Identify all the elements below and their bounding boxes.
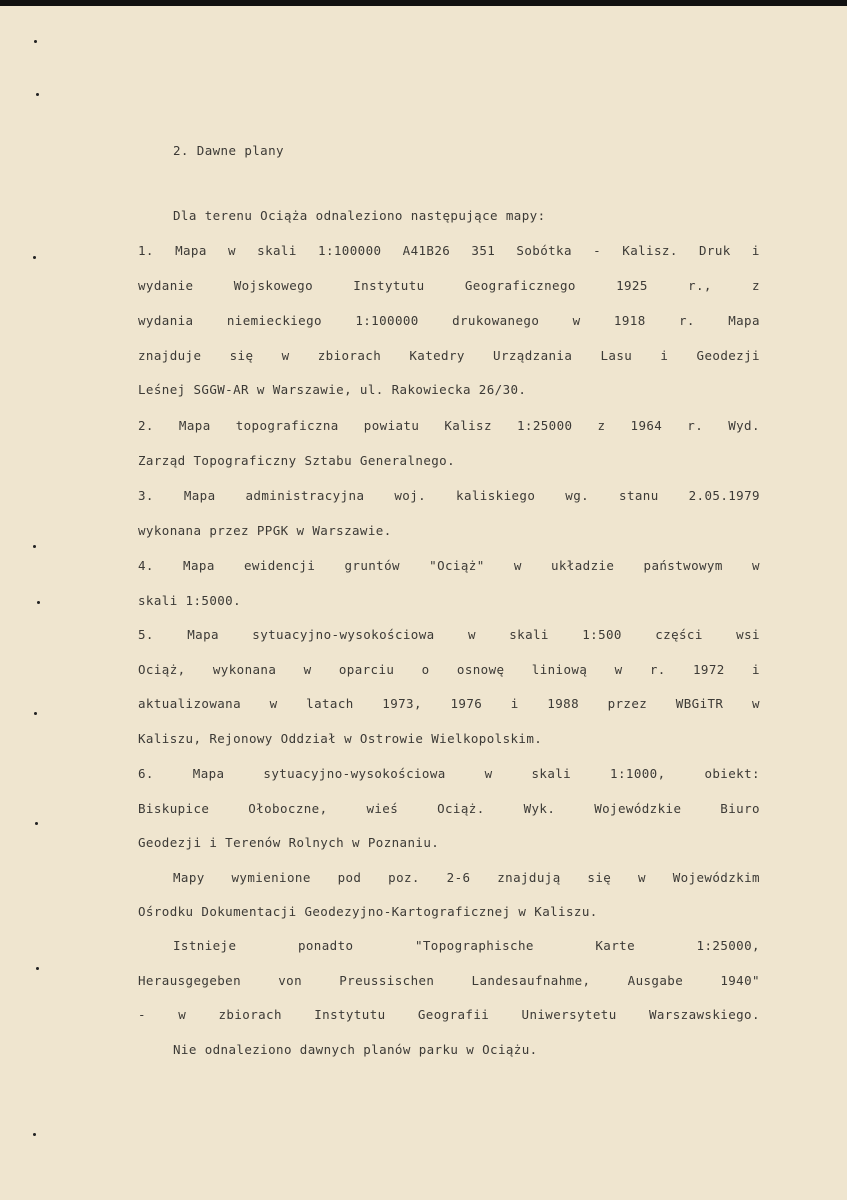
scan-speck <box>36 93 39 96</box>
word: wykonana <box>212 662 277 677</box>
word: r. <box>649 662 666 677</box>
word: Mapa <box>183 558 215 573</box>
scan-speck <box>37 601 40 604</box>
word: państwowym <box>643 558 723 573</box>
word: 1925 <box>616 278 648 293</box>
word: Landesaufnahme, <box>471 973 591 988</box>
word: 2.05.1979 <box>688 488 760 503</box>
word: Ociąż, <box>138 662 186 677</box>
word: Wojewódzkie <box>594 801 682 816</box>
item4-line1 <box>138 558 760 574</box>
scan-speck <box>34 40 37 43</box>
word: Druk <box>698 243 731 258</box>
item5-line3 <box>138 696 760 712</box>
word: aktualizowana <box>138 696 242 711</box>
word: Herausgegeben <box>138 973 242 988</box>
word: Kalisz <box>444 418 492 433</box>
word: niemieckiego <box>226 313 322 328</box>
para2-line2 <box>138 973 760 989</box>
item6-line3: Geodezji i Terenów Rolnych w Poznaniu. <box>138 835 440 850</box>
word: liniową <box>531 662 588 677</box>
word: znajduje <box>138 348 202 363</box>
word: znajdują <box>497 870 561 885</box>
word: 1964 <box>630 418 663 433</box>
item1-line2 <box>138 278 760 294</box>
word: wydanie <box>138 278 194 293</box>
word: 5. <box>138 627 154 642</box>
scan-top-edge <box>0 0 847 6</box>
word: topograficzna <box>235 418 339 433</box>
scan-speck <box>34 712 37 715</box>
word: stanu <box>619 488 659 503</box>
section-heading: 2. Dawne plany <box>173 143 284 158</box>
word: Uniwersytetu <box>521 1007 617 1022</box>
word: "Ociąż" <box>429 558 485 573</box>
word: z <box>752 278 760 293</box>
word: osnowę <box>456 662 505 677</box>
para1-line2: Ośrodku Dokumentacji Geodezyjno-Kartograficznej w Kaliszu. <box>138 904 598 919</box>
word: wg. <box>565 488 590 503</box>
word: oparciu <box>338 662 395 677</box>
word: 1:500 <box>582 627 622 642</box>
word: woj. <box>394 488 427 503</box>
word: - <box>138 1007 146 1022</box>
word: Wojskowego <box>233 278 313 293</box>
word: Biuro <box>720 801 760 816</box>
word: się <box>229 348 254 363</box>
word: pod <box>337 870 362 885</box>
item2-line2: Zarząd Topograficzny Sztabu Generalnego. <box>138 453 456 468</box>
word: Mapy <box>173 870 205 885</box>
word: wsi <box>736 627 760 642</box>
word: ewidencji <box>243 558 316 573</box>
word: latach <box>306 696 354 711</box>
word: Istnieje <box>173 938 237 953</box>
word: 1988 <box>547 696 579 711</box>
word: ponadto <box>297 938 354 953</box>
word: się <box>587 870 612 885</box>
word: - <box>593 243 602 258</box>
word: Geograficznego <box>464 278 576 293</box>
word: w <box>467 627 476 642</box>
word: układzie <box>550 558 615 573</box>
word: Geografii <box>417 1007 490 1022</box>
word: wymienione <box>231 870 311 885</box>
word: Wyk. <box>523 801 556 816</box>
word: w <box>281 348 290 363</box>
word: w <box>228 243 236 258</box>
word: obiekt: <box>704 766 760 781</box>
word: sytuacyjno-wysokościowa <box>263 766 446 781</box>
word: w <box>484 766 493 781</box>
word: Ołoboczne, <box>248 801 328 816</box>
word: w <box>303 662 312 677</box>
word: 1940" <box>720 973 760 988</box>
word: von <box>278 973 303 988</box>
word: 1973, <box>382 696 422 711</box>
intro-line: Dla terenu Ociąża odnaleziono następujące mapy: <box>173 208 546 223</box>
scan-speck <box>36 967 39 970</box>
word: Instytutu <box>353 278 425 293</box>
word: Mapa <box>728 313 760 328</box>
word: 1972 <box>692 662 725 677</box>
word: Urządzania <box>493 348 573 363</box>
item2-line1 <box>138 418 760 434</box>
word: gruntów <box>344 558 400 573</box>
word: w <box>751 696 760 711</box>
word: drukowanego <box>452 313 540 328</box>
word: części <box>655 627 703 642</box>
word: 2-6 <box>446 870 471 885</box>
word: Ausgabe <box>627 973 684 988</box>
word: z <box>597 418 606 433</box>
word: 6. <box>138 766 154 781</box>
item1-line4 <box>138 348 760 364</box>
scan-speck <box>33 1133 36 1136</box>
word: w <box>269 696 278 711</box>
word: 1. <box>138 243 154 258</box>
item1-line1 <box>138 243 760 259</box>
word: 1:25000 <box>516 418 573 433</box>
word: A41B26 <box>402 243 451 258</box>
item6-line1 <box>138 766 760 782</box>
word: w <box>178 1007 187 1022</box>
word: 2. <box>138 418 154 433</box>
word: zbiorach <box>218 1007 282 1022</box>
word: Geodezji <box>696 348 760 363</box>
word: w <box>614 662 623 677</box>
word: powiatu <box>363 418 420 433</box>
word: Mapa <box>183 488 216 503</box>
word: i <box>510 696 519 711</box>
item3-line1 <box>138 488 760 504</box>
word: w <box>751 558 760 573</box>
item3-line2: wykonana przez PPGK w Warszawie. <box>138 523 392 538</box>
word: Sobótka <box>516 243 572 258</box>
word: WBGiTR <box>675 696 724 711</box>
para2-line1 <box>173 938 760 954</box>
word: Wojewódzkim <box>672 870 760 885</box>
word: Kalisz. <box>622 243 678 258</box>
word: "Topographische <box>414 938 534 953</box>
word: zbiorach <box>317 348 382 363</box>
word: kaliskiego <box>456 488 536 503</box>
word: Karte <box>595 938 636 953</box>
item4-line2: skali 1:5000. <box>138 593 242 608</box>
word: r., <box>688 278 712 293</box>
word: w <box>572 313 581 328</box>
word: wydania <box>138 313 194 328</box>
word: o <box>421 662 430 677</box>
word: Wyd. <box>728 418 760 433</box>
word: skali <box>509 627 549 642</box>
word: 1:100000 <box>318 243 382 258</box>
word: skali <box>531 766 572 781</box>
word: i <box>752 662 760 677</box>
word: 1:25000, <box>696 938 760 953</box>
scan-speck <box>33 545 36 548</box>
word: Ociąż. <box>437 801 485 816</box>
word: w <box>513 558 522 573</box>
word: Mapa <box>187 627 219 642</box>
word: 3. <box>138 488 154 503</box>
para1-line1 <box>173 870 760 886</box>
word: skali <box>257 243 297 258</box>
item5-line4: Kaliszu, Rejonowy Oddział w Ostrowie Wielkopolskim. <box>138 731 543 746</box>
word: Lasu <box>600 348 633 363</box>
item1-line5: Leśnej SGGW-AR w Warszawie, ul. Rakowiecka 26/30. <box>138 382 527 397</box>
word: i <box>660 348 669 363</box>
word: przez <box>607 696 648 711</box>
word: wieś <box>366 801 399 816</box>
word: Instytutu <box>314 1007 386 1022</box>
word: r. <box>687 418 704 433</box>
word: Preussischen <box>339 973 435 988</box>
word: sytuacyjno-wysokościowa <box>252 627 435 642</box>
word: 4. <box>138 558 154 573</box>
word: Katedry <box>409 348 465 363</box>
word: 1976 <box>450 696 483 711</box>
word: Biskupice <box>138 801 210 816</box>
word: w <box>638 870 646 885</box>
word: Mapa <box>178 418 211 433</box>
item5-line1 <box>138 627 760 643</box>
item6-line2 <box>138 801 760 817</box>
word: Mapa <box>175 243 207 258</box>
word: 351 <box>471 243 496 258</box>
word: i <box>751 243 760 258</box>
word: 1918 <box>613 313 646 328</box>
scan-speck <box>33 256 36 259</box>
word: Mapa <box>192 766 225 781</box>
word: administracyjna <box>245 488 365 503</box>
word: Warszawskiego. <box>648 1007 760 1022</box>
word: 1:1000, <box>610 766 666 781</box>
item1-line3 <box>138 313 760 329</box>
word: poz. <box>388 870 420 885</box>
item5-line2 <box>138 662 760 678</box>
scan-speck <box>35 822 38 825</box>
word: r. <box>678 313 695 328</box>
para3-line: Nie odnaleziono dawnych planów parku w Ociążu. <box>173 1042 538 1057</box>
para2-line3 <box>138 1007 760 1023</box>
word: 1:100000 <box>355 313 419 328</box>
